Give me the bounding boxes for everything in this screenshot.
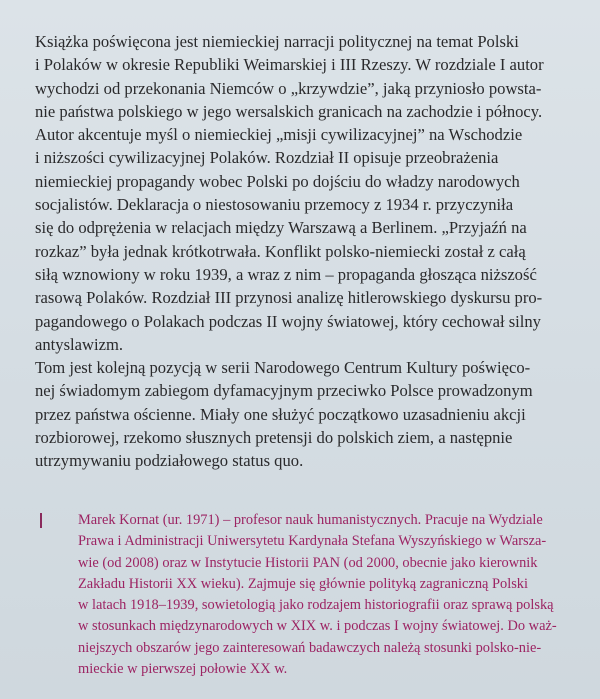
text-line: siłą wznowiony w roku 1939, a wraz z nim – propaganda głosząca niższość (35, 264, 537, 284)
bio-line: niejszych obszarów jego zainteresowań badawczych należą stosunki polsko-nie- (78, 639, 542, 656)
text-line: Autor akcentuje myśl o niemieckiej „misji cywilizacyjnej” na Wschodzie (35, 125, 523, 145)
text-line: Tom jest kolejną pozycją w serii Narodowego Centrum Kultury poświęco- (35, 358, 531, 377)
bio-line: w stosunkach międzynarodowych w XIX w. i podczas I wojny światowej. Do waż- (78, 618, 557, 635)
author-bio (78, 510, 578, 680)
bio-line: Prawa i Administracji Uniwersytetu Kardynała Stefana Wyszyńskiego w Warsza- (78, 533, 547, 550)
text-line: antyslawizm. (35, 334, 124, 354)
description-paragraph-2 (35, 356, 575, 472)
text-line: utrzymywaniu podziałowego status quo. (35, 451, 304, 471)
bio-line: wie (od 2008) oraz w Instytucie Historii PAN (od 2000, obecnie jako kierownik (78, 554, 538, 571)
text-line: Książka poświęcona jest niemieckiej narracji politycznej na temat Polski (35, 32, 519, 51)
text-line: socjalistów. Deklaracja o niestosowaniu przemocy z 1934 r. przyczyniła (35, 195, 514, 215)
text-line: rasową Polaków. Rozdział III przynosi analizę hitlerowskiego dyskursu pro- (35, 288, 543, 308)
bio-marker-bar (40, 513, 42, 528)
text-line: niemieckiej propagandy wobec Polski po dojściu do władzy narodowych (35, 171, 520, 191)
text-line: się do odprężenia w relacjach między Warszawą a Berlinem. „Przyjaźń na (35, 218, 527, 238)
text-line: nie państwa polskiego w jego wersalskich granicach na zachodzie i północy. (35, 101, 543, 121)
text-line: i Polaków w okresie Republiki Weimarskiej i III Rzeszy. W rozdziale I autor (35, 55, 544, 75)
description-paragraph-1 (35, 30, 575, 356)
text-line: wychodzi od przekonania Niemców o „krzywdzie”, jaką przyniosło powsta- (35, 78, 542, 98)
bio-line: Zakładu Historii XX wieku). Zajmuje się głównie polityką zagraniczną Polski (78, 575, 528, 592)
text-line: rozkaz” była jednak krótkotrwała. Konflikt polsko-niemiecki został z całą (35, 241, 526, 261)
text-line: rozbiorowej, rzekomo słusznych pretensji do polskich ziem, a następnie (35, 427, 513, 447)
text-line: nej świadomym zabiegom dyfamacyjnym przeciwko Polsce prowadzonym (35, 381, 533, 401)
text-line: przez państwa ościenne. Miały one służyć początkowo uzasadnieniu akcji (35, 404, 526, 424)
bio-line: Marek Kornat (ur. 1971) – profesor nauk humanistycznych. Pracuje na Wydziale (78, 512, 543, 528)
text-line: pagandowego o Polakach podczas II wojny światowej, który cechował silny (35, 311, 541, 331)
bio-line: w latach 1918–1939, sowietologią jako rodzajem historiografii oraz sprawą polską (78, 597, 554, 614)
bio-line: mieckie w pierwszej połowie XX w. (78, 661, 288, 678)
text-line: i niższości cywilizacyjnej Polaków. Rozdział II opisuje przeobrażenia (35, 148, 499, 168)
